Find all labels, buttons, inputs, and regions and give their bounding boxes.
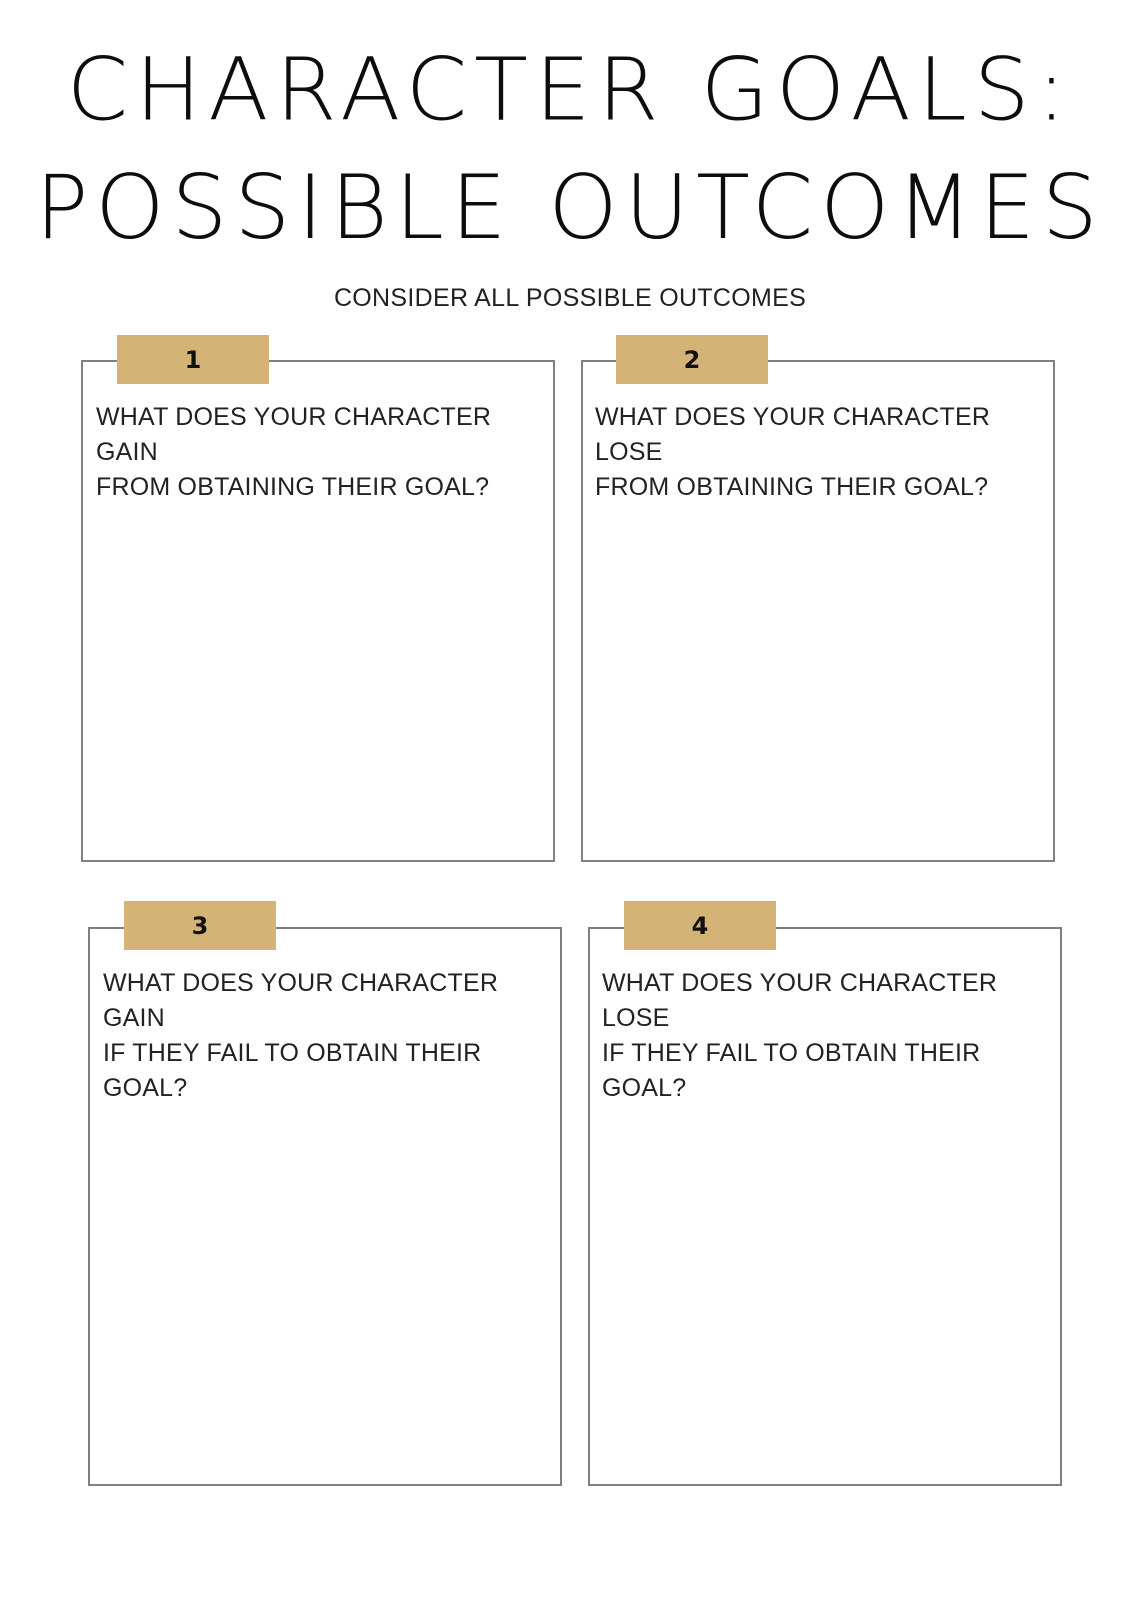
- section-number-tab-4: 4: [624, 901, 776, 950]
- page-title-line-2: POSSIBLE OUTCOMES: [35, 156, 1105, 259]
- section-prompt-2: WHAT DOES YOUR CHARACTER LOSE FROM OBTAINING THEIR GOAL?: [595, 403, 991, 501]
- page-subtitle: CONSIDER ALL POSSIBLE OUTCOMES: [333, 284, 807, 312]
- section-number-tab-2: 2: [616, 335, 768, 384]
- section-prompt-3: WHAT DOES YOUR CHARACTER GAIN IF THEY FAIL TO OBTAIN THEIR GOAL?: [103, 969, 499, 1102]
- section-number-tab-3: 3: [124, 901, 276, 950]
- section-number-tab-1: 1: [117, 335, 269, 384]
- page-title-line-1: CHARACTER GOALS:: [66, 39, 1074, 140]
- section-prompt-4: WHAT DOES YOUR CHARACTER LOSE IF THEY FAIL TO OBTAIN THEIR GOAL?: [602, 969, 998, 1102]
- section-prompt-1: WHAT DOES YOUR CHARACTER GAIN FROM OBTAINING THEIR GOAL?: [96, 403, 492, 501]
